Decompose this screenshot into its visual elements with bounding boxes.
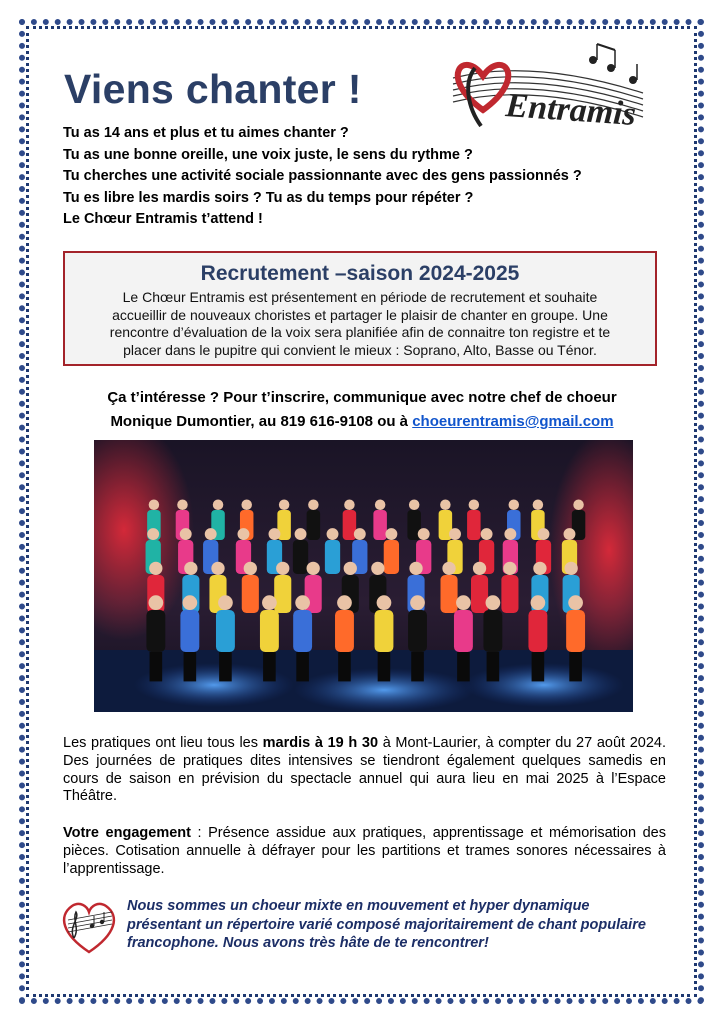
recruitment-text: [75, 289, 645, 359]
intro-line: Tu es libre les mardis soirs ? Tu as du temps pour répéter ?: [63, 189, 474, 206]
intro-line: Tu cherches une activité sociale passionnante avec des gens passionnés ?: [63, 168, 582, 184]
contact-line-1: Ça t’intéresse ? Pour t’inscrire, communique avec notre chef de choeur: [107, 389, 617, 406]
engagement-paragraph: [63, 825, 666, 878]
page-title: Viens chanter !: [64, 66, 362, 112]
contact-name-phone: Monique Dumontier, au 819 616-9108 ou à: [110, 413, 413, 430]
logo-text: Entramis: [504, 87, 638, 134]
practices-text-end: à Mont-Laurier, à compter du 27 août 2024. Des journées de pratiques dites intensives se tiendront également quelques samedis en cours de saison en prévision du spectacle annuel qui aura lieu en mai 2025 à l’Espace Théâtre.: [63, 735, 666, 805]
engagement-label: Votre engagement: [63, 825, 191, 841]
intro-line: Le Chœur Entramis t’attend !: [63, 211, 263, 227]
recruitment-line: accueillir de nouveaux choristes et partager le plaisir de chanter en groupe. Une: [112, 306, 608, 323]
recruitment-line: placer dans le pupitre qui convient le mieux : Soprano, Alto, Basse ou Ténor.: [123, 341, 597, 358]
closing-message: Nous sommes un choeur mixte en mouvement et hyper dynamique présentant un répertoire varié composé majoritairement de chant populaire francophone. Nous avons très hâte de te rencontrer!: [127, 898, 646, 951]
choir-photo: [94, 440, 633, 712]
contact-line-2: [60, 410, 664, 434]
practices-schedule: mardis à 19 h 30: [262, 735, 379, 751]
practices-paragraph: [63, 735, 666, 806]
practices-text-start: Les pratiques ont lieu tous les: [63, 735, 263, 751]
contact-info: [60, 386, 664, 434]
engagement-text: : Présence assidue aux pratiques, apprentissage et mémorisation des pièces. Cotisation annuelle à défrayer pour les partitions et trames sonores nécessaires à l’apprentissage.: [63, 825, 666, 877]
email-link[interactable]: choeurentramis@gmail.com: [412, 413, 614, 430]
intro-line: Tu as une bonne oreille, une voix juste, le sens du rythme ?: [63, 146, 473, 163]
recruitment-line: rencontre d’évaluation de la voix sera planifiée afin de connaitre ton registre et te: [109, 324, 611, 341]
recruitment-heading: Recrutement –saison 2024-2025: [200, 262, 520, 285]
intro-line: Tu as 14 ans et plus et tu aimes chanter ?: [63, 125, 349, 141]
recruitment-line: Le Chœur Entramis est présentement en période de recrutement et souhaite: [122, 289, 598, 305]
heart-music-icon: [58, 898, 120, 956]
intro-list: [63, 123, 582, 231]
recruitment-box: [63, 251, 657, 366]
